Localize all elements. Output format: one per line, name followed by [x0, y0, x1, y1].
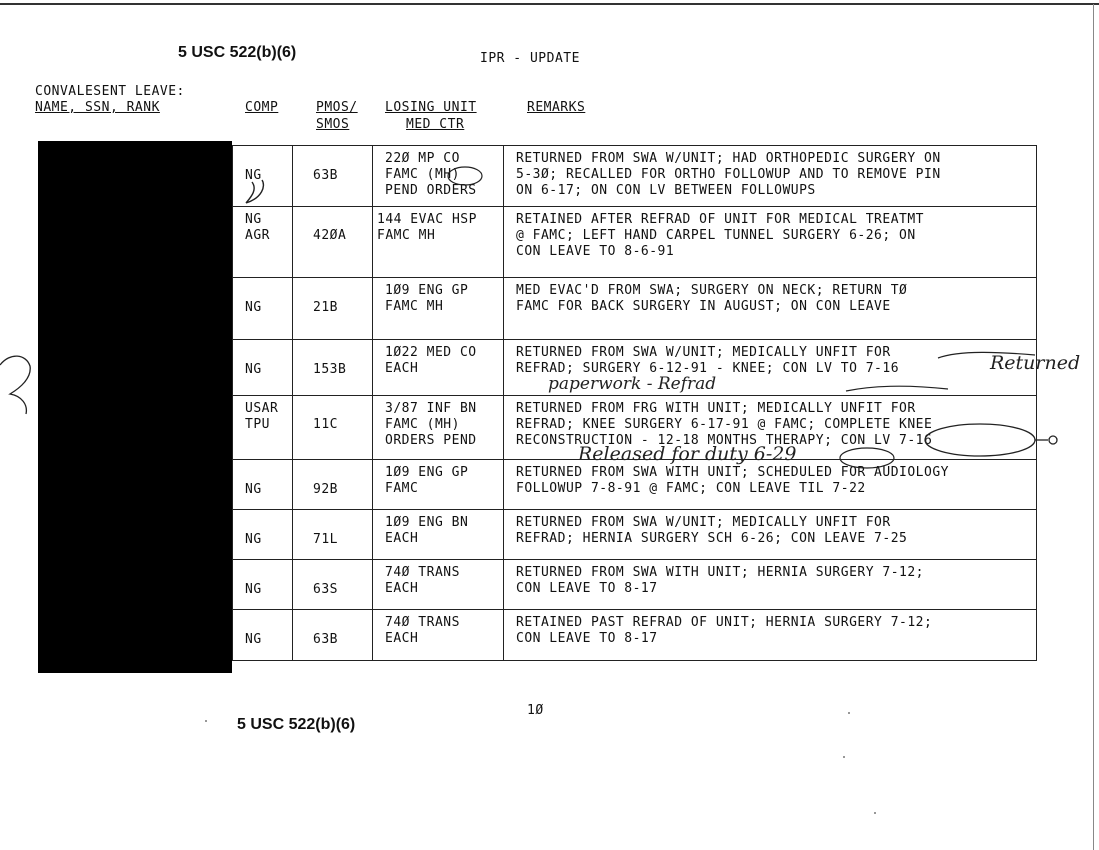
unit-line: FAMC (MH) — [385, 167, 460, 182]
unit-line: 144 EVAC HSP — [377, 212, 477, 227]
unit-line: EACH — [385, 361, 419, 376]
handwriting-returned: Returned — [990, 352, 1081, 374]
mos-value: 42ØA — [313, 228, 347, 243]
comp-value: NG — [245, 300, 262, 315]
remark-line: RETAINED AFTER REFRAD OF UNIT FOR MEDICAL TREATMT — [516, 212, 925, 227]
remark-line: FAMC FOR BACK SURGERY IN AUGUST; ON CON LEAVE — [516, 299, 891, 314]
remark-line: RETAINED PAST REFRAD OF UNIT; HERNIA SURGERY 7-12; — [516, 615, 933, 630]
unit-line: EACH — [385, 531, 419, 546]
comp-value: AGR — [245, 228, 270, 243]
comp-value: NG — [245, 482, 262, 497]
unit-line: FAMC — [385, 481, 419, 496]
remark-line: 5-3Ø; RECALLED FOR ORTHO FOLLOWUP AND TO REMOVE PIN — [516, 167, 941, 182]
mos-value: 153B — [313, 362, 347, 377]
unit-line: 1Ø9 ENG GP — [385, 283, 469, 298]
unit-line: 1Ø22 MED CO — [385, 345, 477, 360]
comp-value: TPU — [245, 417, 270, 432]
remark-line: RETURNED FROM SWA W/UNIT; MEDICALLY UNFIT FOR — [516, 515, 891, 530]
unit-line: 74Ø TRANS — [385, 615, 460, 630]
mos-value: 11C — [313, 417, 338, 432]
remark-line: ON 6-17; ON CON LV BETWEEN FOLLOWUPS — [516, 183, 816, 198]
header-losing-unit: LOSING UNIT — [385, 100, 477, 115]
mos-value: 21B — [313, 300, 338, 315]
circle-mark-date — [840, 448, 894, 468]
remark-line: RETURNED FROM SWA W/UNIT; HAD ORTHOPEDIC SURGERY ON — [516, 151, 941, 166]
comp-value: NG — [245, 168, 262, 183]
mos-value: 63S — [313, 582, 338, 597]
comp-value: USAR — [245, 401, 279, 416]
unit-line: 22Ø MP CO — [385, 151, 460, 166]
mos-value: 71L — [313, 532, 338, 547]
remark-line: REFRAD; HERNIA SURGERY SCH 6-26; CON LEAVE 7-25 — [516, 531, 908, 546]
comp-value: NG — [245, 582, 262, 597]
header-name: NAME, SSN, RANK — [35, 100, 160, 115]
unit-line: EACH — [385, 581, 419, 596]
ink-scribble-row1 — [246, 180, 263, 203]
header-med-ctr: MED CTR — [406, 117, 465, 132]
remark-line: RETURNED FROM SWA WITH UNIT; HERNIA SURGERY 7-12; — [516, 565, 925, 580]
header-remarks: REMARKS — [527, 100, 586, 115]
ink-margin-mark — [0, 356, 30, 414]
remark-line: REFRAD; SURGERY 6-12-91 - KNEE; CON LV TO 7-16 — [516, 361, 900, 376]
mos-value: 63B — [313, 168, 338, 183]
scan-speck — [843, 756, 845, 758]
circle-mark-mh — [448, 167, 482, 185]
unit-line: 3/87 INF BN — [385, 401, 477, 416]
header-pmos: PMOS/ — [316, 100, 358, 115]
remark-line: CON LEAVE TO 8-17 — [516, 581, 658, 596]
unit-line: 1Ø9 ENG BN — [385, 515, 469, 530]
remark-line: RETURNED FROM SWA W/UNIT; MEDICALLY UNFIT FOR — [516, 345, 891, 360]
unit-line: 74Ø TRANS — [385, 565, 460, 580]
remark-line: @ FAMC; LEFT HAND CARPEL TUNNEL SURGERY 6-26; ON — [516, 228, 916, 243]
unit-line: FAMC MH — [377, 228, 436, 243]
header-smos: SMOS — [316, 117, 350, 132]
remark-line: FOLLOWUP 7-8-91 @ FAMC; CON LEAVE TIL 7-22 — [516, 481, 866, 496]
unit-line: EACH — [385, 631, 419, 646]
scan-speck — [205, 720, 207, 722]
remark-line: RETURNED FROM SWA WITH UNIT; SCHEDULED FOR AUDIOLOGY — [516, 465, 949, 480]
mos-value: 92B — [313, 482, 338, 497]
exemption-stamp-bottom: 5 USC 522(b)(6) — [237, 716, 356, 733]
handwriting-released: Released for duty 6-29 — [578, 443, 797, 465]
mos-value: 63B — [313, 632, 338, 647]
comp-value: NG — [245, 212, 262, 227]
remark-line: RETURNED FROM FRG WITH UNIT; MEDICALLY UNFIT FOR — [516, 401, 916, 416]
comp-value: NG — [245, 532, 262, 547]
unit-line: ORDERS PEND — [385, 433, 477, 448]
unit-line: FAMC MH — [385, 299, 444, 314]
remark-line: MED EVAC'D FROM SWA; SURGERY ON NECK; RETURN TØ — [516, 283, 908, 298]
ink-dot-row5 — [1049, 436, 1057, 444]
exemption-stamp-top: 5 USC 522(b)(6) — [178, 44, 297, 61]
comp-value: NG — [245, 362, 262, 377]
circle-mark-row5 — [925, 424, 1035, 456]
comp-value: NG — [245, 632, 262, 647]
handwriting-paperwork: paperwork - Refrad — [548, 374, 717, 394]
ink-underline-row4 — [846, 386, 948, 391]
scan-speck — [848, 712, 850, 714]
remark-line: CON LEAVE TO 8-6-91 — [516, 244, 675, 259]
section-label: CONVALESENT LEAVE: — [35, 84, 185, 99]
unit-line: PEND ORDERS — [385, 183, 477, 198]
remark-line: REFRAD; KNEE SURGERY 6-17-91 @ FAMC; COMPLETE KNEE — [516, 417, 933, 432]
scan-speck — [874, 812, 876, 814]
remark-line: RECONSTRUCTION - 12-18 MONTHS THERAPY; CON LV 7-16 — [516, 433, 933, 448]
unit-line: 1Ø9 ENG GP — [385, 465, 469, 480]
remark-line: CON LEAVE TO 8-17 — [516, 631, 658, 646]
header-comp: COMP — [245, 100, 279, 115]
unit-line: FAMC (MH) — [385, 417, 460, 432]
page-number: 1Ø — [527, 703, 544, 718]
document-title: IPR - UPDATE — [480, 51, 580, 66]
